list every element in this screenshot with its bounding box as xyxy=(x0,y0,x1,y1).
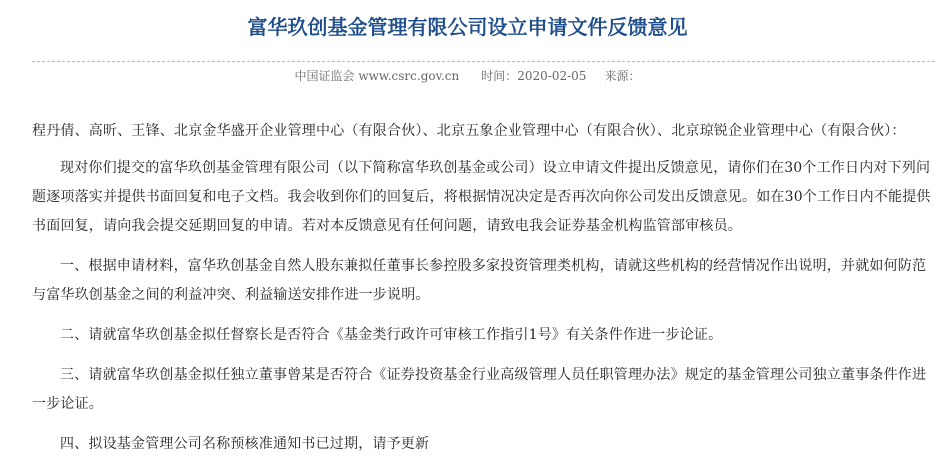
meta-source: 中国证监会 www.csrc.gov.cn xyxy=(294,69,460,83)
title-divider xyxy=(32,61,935,62)
meta-time: 时间：2020-02-05 xyxy=(481,69,587,83)
meta-from: 来源： xyxy=(604,69,641,83)
item-paragraph-2: 二、请就富华玖创基金拟任督察长是否符合《基金类行政许可审核工作指引1号》有关条件作进一步论证。 xyxy=(60,327,723,343)
item-paragraph-1: 一、根据申请材料，富华玖创基金自然人股东兼拟任董事长参控股多家投资管理类机构，请就这些机构的经营情况作出说明，并就如何防范与富华玖创基金之间的利益冲突、利益输送安排作进一步说明。 xyxy=(32,258,927,303)
intro-paragraph: 现对你们提交的富华玖创基金管理有限公司（以下简称富华玖创基金或公司）设立申请文件提出反馈意见，请你们在30个工作日内对下列问题逐项落实并提供书面回复和电子文档。我会收到你们的回复后，将根据情况决定是否再次向你公司发出反馈意见。如在30个工作日内不能提供书面回复，请向我会提交延期回复的申请。若对本反馈意见有任何问题，请致电我会证券基金机构监管部审核员。 xyxy=(32,160,931,234)
item-paragraph-4: 四、拟设基金管理公司名称预核准通知书已过期，请予更新 xyxy=(60,436,430,452)
document-meta xyxy=(0,66,935,86)
addressee-line: 程丹倩、高昕、王锋、北京金华盛开企业管理中心（有限合伙）、北京五象企业管理中心（有限合伙）、北京琼锐企业管理中心（有限合伙）： xyxy=(32,123,906,139)
document-title: 富华玖创基金管理有限公司设立申请文件反馈意见 xyxy=(247,15,688,39)
item-paragraph-3: 三、请就富华玖创基金拟任独立董事曾某是否符合《证券投资基金行业高级管理人员任职管理办法》规定的基金管理公司独立董事条件作进一步论证。 xyxy=(32,367,927,412)
document-body xyxy=(32,117,935,470)
